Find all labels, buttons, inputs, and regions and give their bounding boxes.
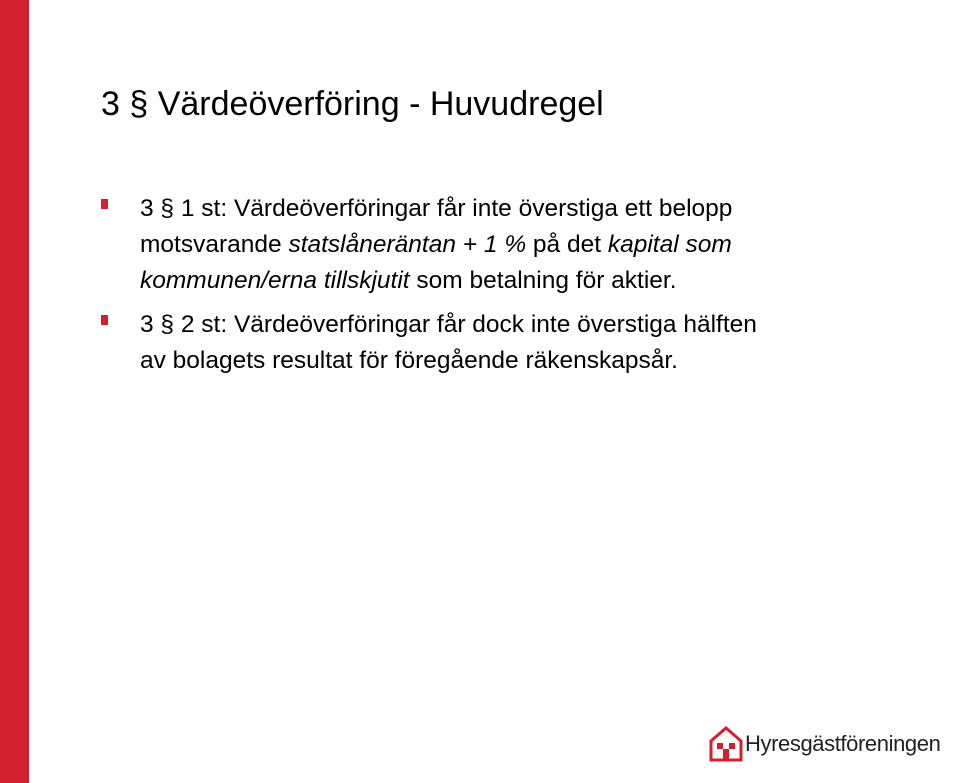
bullet-text-segment: 3 § 1 st: Värdeöverföringar får inte överstiga ett belopp: [140, 195, 733, 222]
bullet-line: [140, 191, 951, 227]
bullet-item: [101, 307, 951, 379]
bullet-line: [140, 307, 951, 343]
bullet-text-segment: av bolagets resultat för föregående räkenskapsår.: [140, 347, 678, 374]
house-logo-icon: [709, 726, 743, 762]
organization-logo: [709, 725, 940, 763]
bullet-square-icon: [101, 315, 108, 325]
bullet-square-icon: [101, 199, 108, 209]
bullet-text-segment: kommunen/erna tillskjutit: [140, 267, 410, 294]
logo-text: Hyresgästföreningen: [745, 731, 941, 756]
bullet-text-segment: som betalning för aktier.: [409, 267, 677, 294]
bullet-text-segment: kapital som: [607, 231, 732, 258]
bullet-text-segment: statslåneräntan + 1 %: [288, 231, 527, 258]
bullet-item: [101, 191, 951, 299]
slide-title: 3 § Värdeöverföring - Huvudregel: [101, 85, 604, 123]
bullet-text-segment: 3 § 2 st: Värdeöverföringar får dock inte överstiga hälften: [140, 311, 757, 338]
bullet-line: [140, 263, 951, 299]
bullet-text-segment: på det: [526, 231, 608, 258]
side-accent-bar: [0, 0, 29, 783]
bullet-line: [140, 343, 951, 379]
bullet-line: [140, 227, 951, 263]
bullet-text-segment: motsvarande: [140, 231, 289, 258]
bullet-list: [101, 191, 951, 387]
